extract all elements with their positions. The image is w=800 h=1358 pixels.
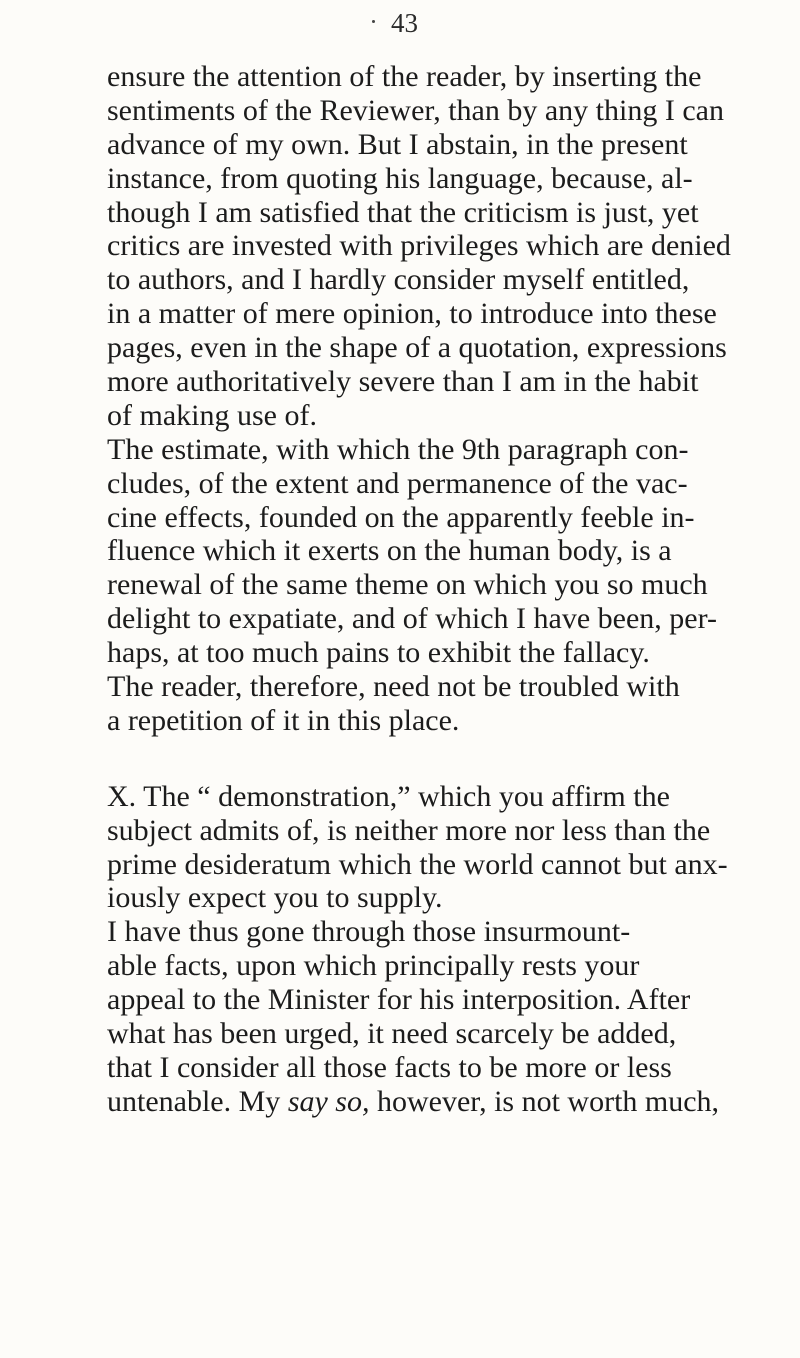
text-line: cludes, of the extent and permanence of the vac- — [107, 466, 688, 500]
text-line: The estimate, with which the 9th paragraph con- — [107, 432, 689, 466]
paragraph-2 — [107, 433, 797, 738]
text-line-final — [107, 1085, 797, 1119]
text-line: renewal of the same theme on which you so much — [107, 568, 708, 602]
text-line: I have thus gone through those insurmount- — [107, 915, 631, 949]
text-line: a repetition of it in this place. — [107, 703, 460, 737]
text-line: able facts, upon which principally rests your — [107, 949, 640, 983]
text-line: ensure the attention of the reader, by inserting the — [107, 60, 702, 93]
text-line: iously expect you to supply. — [107, 881, 443, 915]
text-line: that I consider all those facts to be more or less — [107, 1050, 672, 1084]
text-line: X. The “ demonstration,” which you affirm the — [107, 779, 670, 813]
body-text — [107, 60, 797, 1119]
paragraph-gap — [107, 738, 797, 780]
text-line: prime desideratum which the world cannot but anx- — [107, 847, 728, 881]
page-number: 43 — [391, 8, 418, 38]
text-run: My — [231, 1084, 288, 1118]
text-line: advance of my own. But I abstain, in the present — [107, 127, 688, 161]
text-line: The reader, therefore, need not be troubled with — [107, 670, 680, 704]
text-line: instance, from quoting his language, because, al- — [107, 161, 693, 195]
text-line: to authors, and I hardly consider myself entitled, — [107, 263, 690, 297]
paragraph-1 — [107, 60, 797, 433]
text-line: what has been urged, it need scarcely be added, — [107, 1017, 677, 1051]
page-mark — [372, 20, 375, 23]
text-line: subject admits of, is neither more nor less than the — [107, 813, 711, 847]
paragraph-3 — [107, 780, 797, 916]
text-line: in a matter of mere opinion, to introduce into these — [107, 297, 717, 331]
italic-phrase: say so, — [287, 1084, 370, 1118]
text-line: though I am satisfied that the criticism is just, yet — [107, 195, 699, 229]
text-run: however, is not worth much, — [369, 1084, 720, 1118]
paragraph-4 — [107, 915, 797, 1118]
text-run: untenable. — [107, 1084, 232, 1118]
text-line: critics are invested with privileges which are denied — [107, 229, 731, 263]
text-line: more authoritatively severe than I am in the habit — [107, 365, 699, 399]
text-line: delight to expatiate, and of which I have been, per- — [107, 602, 717, 636]
text-line: pages, even in the shape of a quotation, expressions — [107, 331, 727, 365]
text-line: haps, at too much pains to exhibit the fallacy. — [107, 636, 650, 670]
text-line: appeal to the Minister for his interposition. After — [107, 983, 691, 1017]
text-line: of making use of. — [107, 398, 317, 432]
text-line: cine effects, founded on the apparently feeble in- — [107, 500, 695, 534]
text-line: fluence which it exerts on the human body, is a — [107, 534, 672, 568]
text-line: sentiments of the Reviewer, than by any thing I can — [107, 93, 724, 127]
